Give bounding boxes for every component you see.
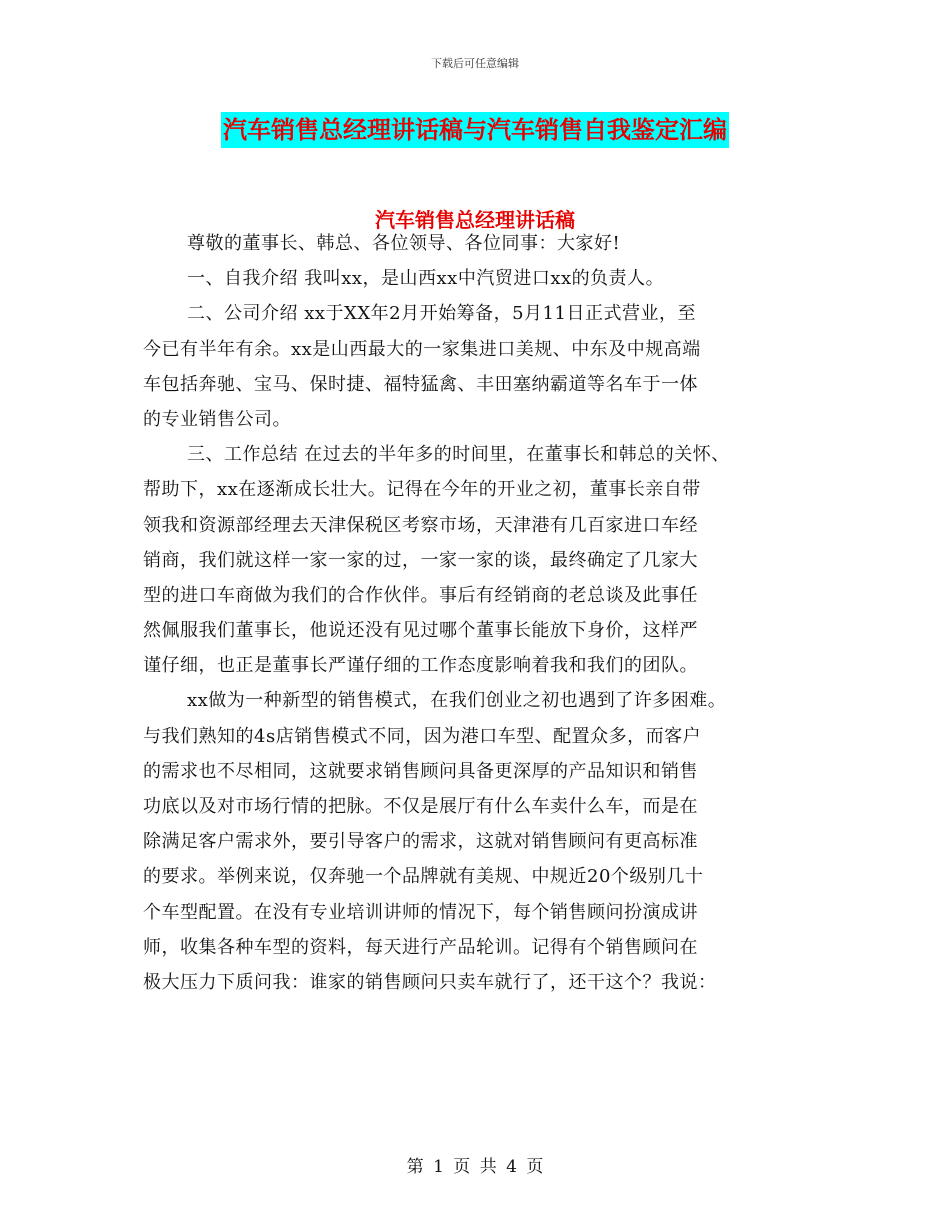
body-line: 与我们熟知的4s店销售模式不同，因为港口车型、配置众多，而客户 xyxy=(143,725,702,747)
body-line: 销商，我们就这样一家一家的过，一家一家的谈，最终确定了几家大 xyxy=(143,549,698,571)
body-line: 三、工作总结 在过去的半年多的时间里，在董事长和韩总的关怀、 xyxy=(187,444,730,466)
body-line: 师，收集各种车型的资料，每天进行产品轮训。记得有个销售顾问在 xyxy=(143,936,698,958)
body-line: 的需求也不尽相同，这就要求销售顾问具备更深厚的产品知识和销售 xyxy=(143,760,698,782)
body-line: 功底以及对市场行情的把脉。不仅是展厅有什么车卖什么车，而是在 xyxy=(143,796,698,817)
body-line: 极大压力下质问我：谁家的销售顾问只卖车就行了，还干这个？我说： xyxy=(143,971,717,993)
body-line: 谨仔细，也正是董事长严谨仔细的工作态度影响着我和我们的团队。 xyxy=(143,655,698,677)
section-title: 汽车销售总经理讲话稿 xyxy=(375,208,575,232)
body-line: 一、自我介绍 我叫xx，是山西xx中汽贸进口xx的负责人。 xyxy=(187,268,665,290)
document-title xyxy=(0,112,950,148)
body-line: 个车型配置。在没有专业培训讲师的情况下，每个销售顾问扮演成讲 xyxy=(143,901,698,923)
document-body xyxy=(143,226,803,1000)
document-title-text: 汽车销售总经理讲话稿与汽车销售自我鉴定汇编 xyxy=(221,112,729,148)
body-line: 领我和资源部经理去天津保税区考察市场，天津港有几百家进口车经 xyxy=(143,514,698,536)
header-note: 下载后可任意编辑 xyxy=(431,57,519,70)
body-line: 的专业销售公司。 xyxy=(143,408,291,430)
body-line: 帮助下，xx在逐渐成长壮大。记得在今年的开业之初，董事长亲自带 xyxy=(143,479,701,501)
body-line: 二、公司介绍 xx于XX年2月开始筹备，5月11日正式营业，至 xyxy=(187,303,696,325)
body-line: xx做为一种新型的销售模式，在我们创业之初也遇到了许多困难。 xyxy=(187,690,727,712)
body-line: 型的进口车商做为我们的合作伙伴。事后有经销商的老总谈及此事任 xyxy=(143,584,698,606)
body-line: 今已有半年有余。xx是山西最大的一家集进口美规、中东及中规高端 xyxy=(143,338,701,360)
body-line: 尊敬的董事长、韩总、各位领导、各位同事：大家好! xyxy=(187,233,621,254)
body-line: 车包括奔驰、宝马、保时捷、福特猛禽、丰田塞纳霸道等名车于一体 xyxy=(143,373,698,395)
body-line: 除满足客户需求外，要引导客户的需求，这就对销售顾问有更高标准 xyxy=(143,831,698,853)
body-line: 的要求。举例来说，仅奔驰一个品牌就有美规、中规近20个级别几十 xyxy=(143,866,704,888)
body-line: 然佩服我们董事长，他说还没有见过哪个董事长能放下身价，这样严 xyxy=(143,620,698,642)
page-footer: 第 1 页 共 4 页 xyxy=(406,1157,544,1177)
